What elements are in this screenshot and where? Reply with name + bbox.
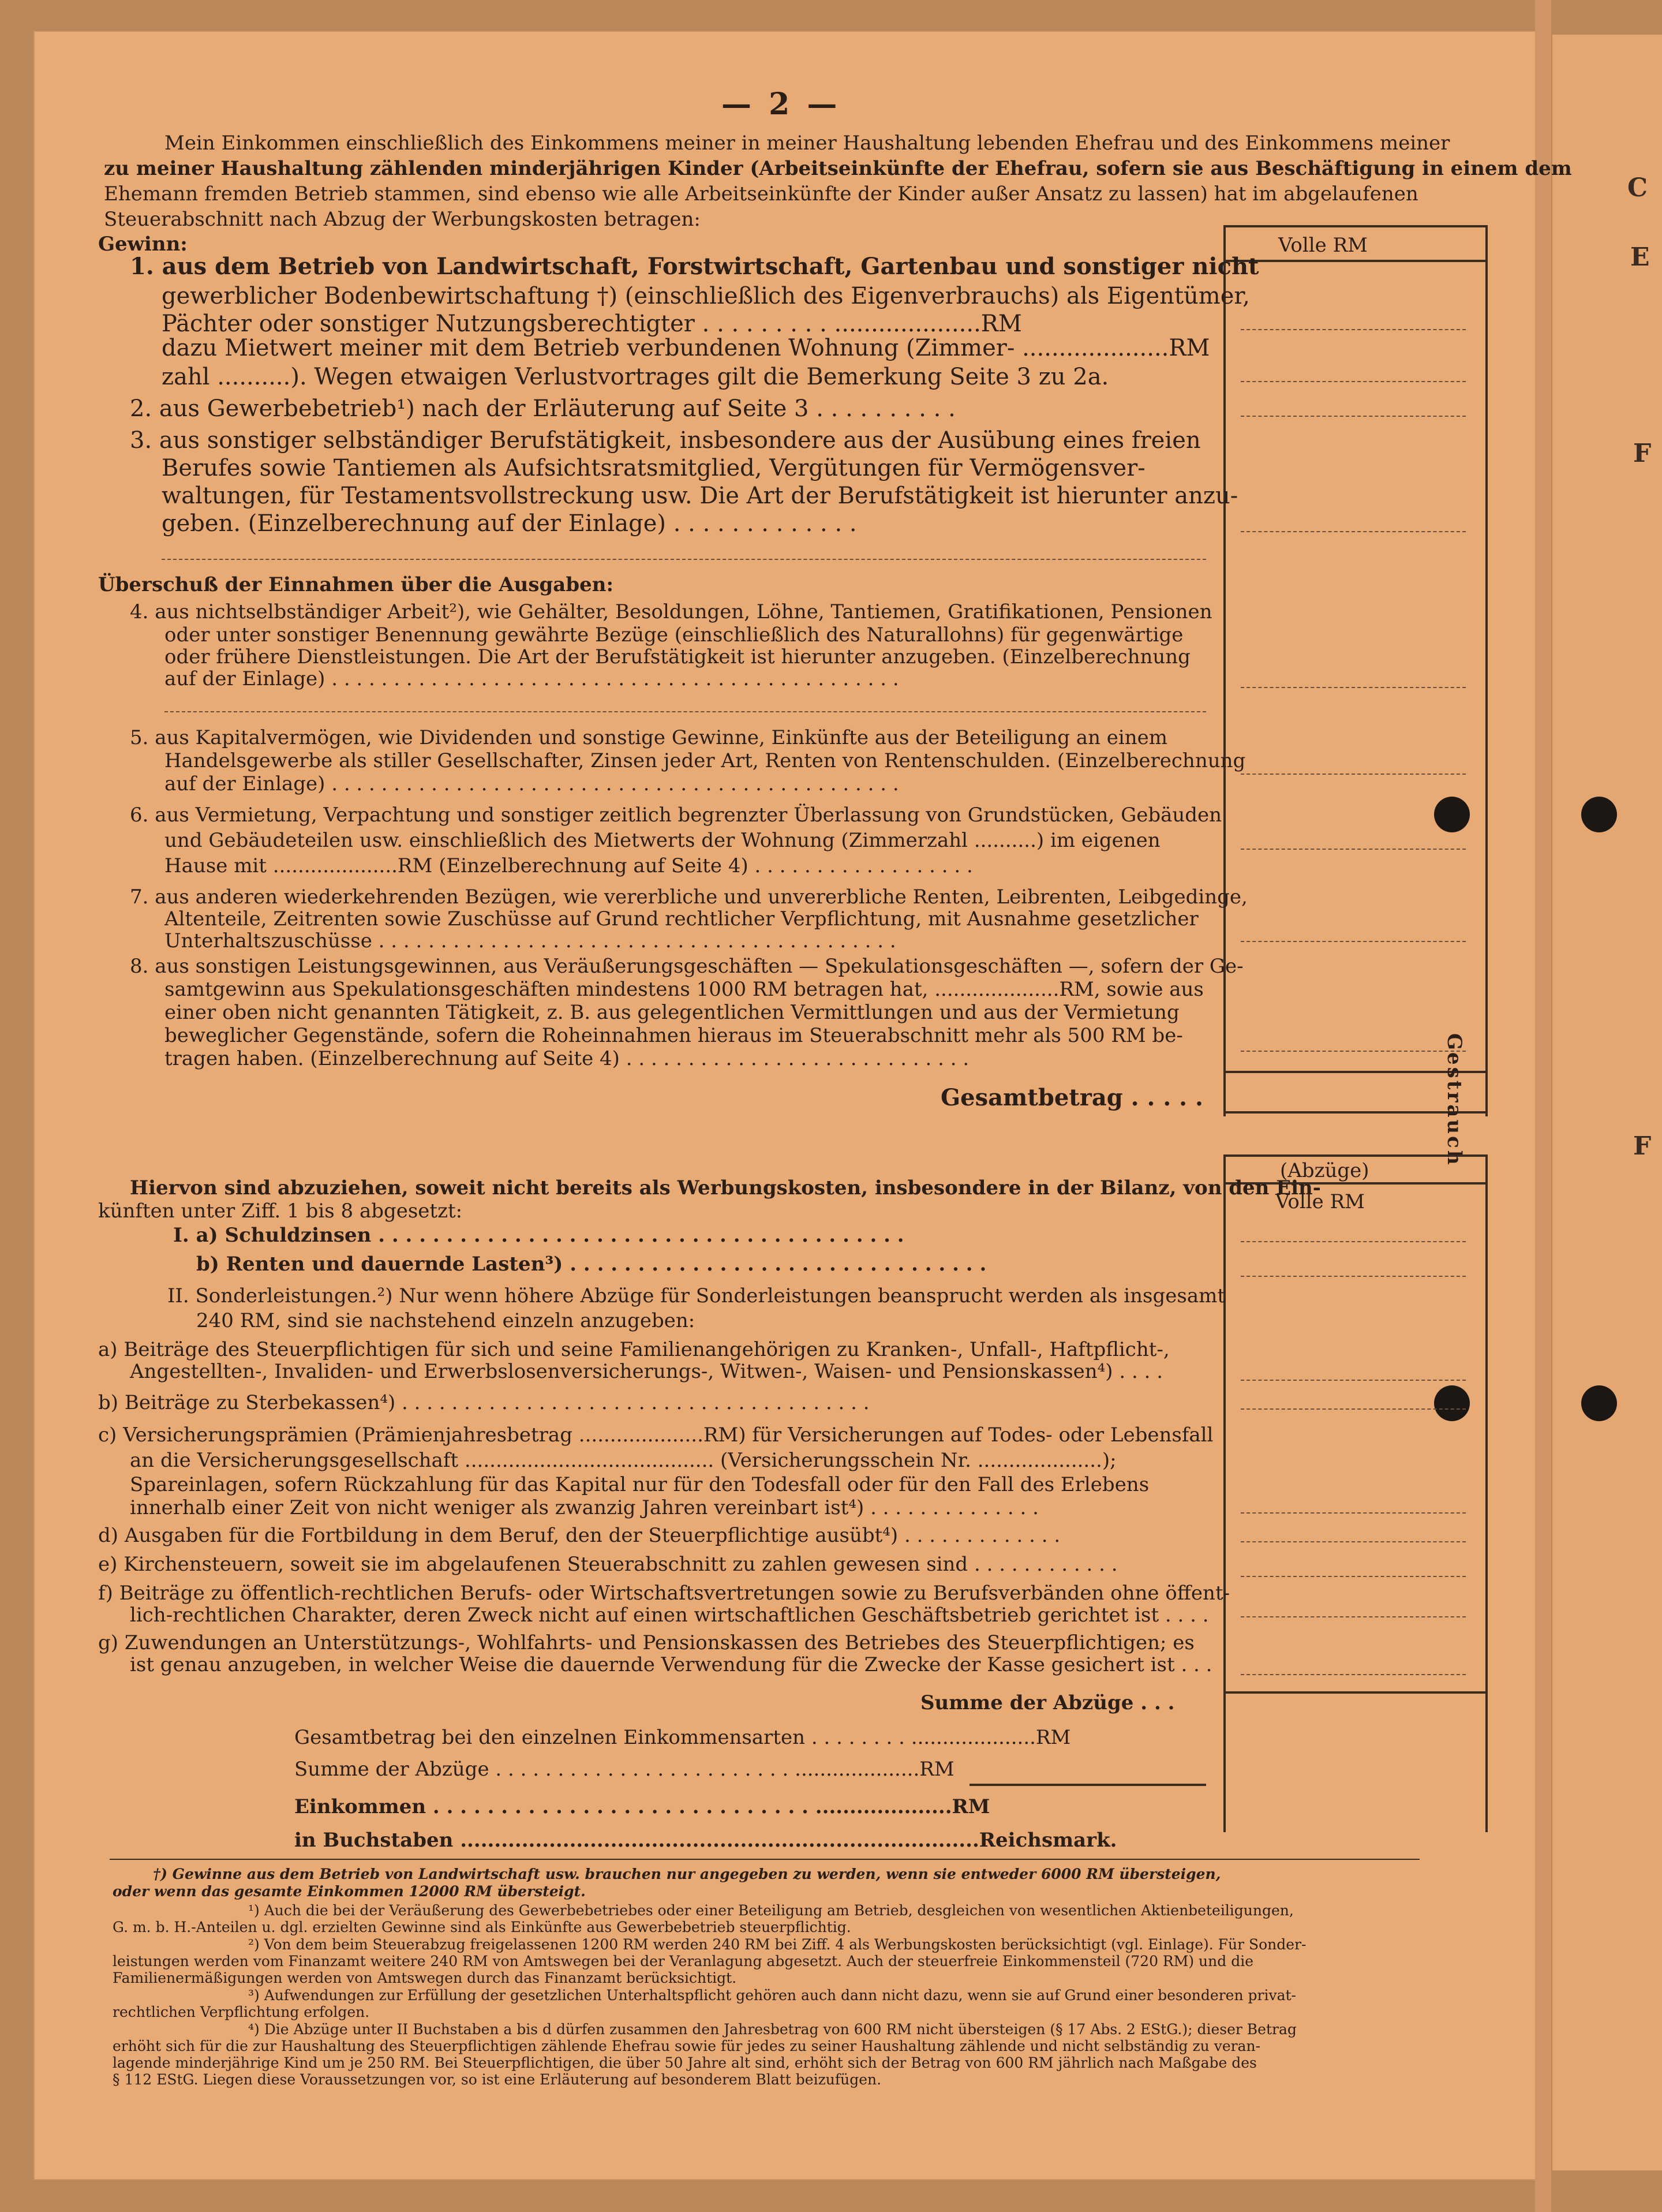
footnote-line: ⁴) Die Abzüge unter II Buchstaben a bis d dürfen zusammen den Jahresbetrag von 600 RM nicht übersteigen (§ 17 Abs. 2 EStG.); dieser Betrag — [248, 2021, 1297, 2038]
adjacent-page — [1552, 35, 1662, 2170]
item-line: gewerblicher Bodenbewirtschaftung †) (einschließlich des Eigenverbrauchs) als Eigentümer, — [162, 283, 1250, 309]
intro-line: zu meiner Haushaltung zählenden minderjährigen Kinder (Arbeitseinkünfte der Ehefrau, sofern sie aus Beschäftigung in einem dem — [104, 157, 1572, 180]
item-line: 6. aus Vermietung, Verpachtung und sonstiger zeitlich begrenzter Überlassung von Grundstücken, Gebäuden — [130, 804, 1222, 827]
summary-line: in Buchstaben ............................................................................Reichsmark. — [294, 1829, 1117, 1852]
deduct-item: lich-rechtlichen Charakter, deren Zweck nicht auf einen wirtschaftlichen Geschäftsbetrieb gerichtet ist . . . . — [130, 1604, 1209, 1627]
summary-line: Summe der Abzüge . . . . . . . . . . . . . . . . . . . . . . . . ....................RM — [294, 1758, 954, 1781]
punch-hole — [1581, 1385, 1617, 1421]
item-line: zahl ..........). Wegen etwaigen Verlustvortrages gilt die Bemerkung Seite 3 zu 2a. — [162, 364, 1109, 390]
item-line: 7. aus anderen wiederkehrenden Bezügen, wie vererbliche und unvererbliche Renten, Leibrenten, Leibgedinge, — [130, 885, 1248, 909]
item-line: Hause mit ....................RM (Einzelberechnung auf Seite 4) . . . . . . . . . . . . . . . . . . — [164, 854, 973, 877]
summary-line: Einkommen . . . . . . . . . . . . . . . . . . . . . . . . . . . . ....................RM — [294, 1795, 990, 1818]
item-line: tragen haben. (Einzelberechnung auf Seite 4) . . . . . . . . . . . . . . . . . . . . . . . . . . . . — [164, 1047, 969, 1070]
footnote-line: ²) Von dem beim Steuerabzug freigelassenen 1200 RM werden 240 RM bei Ziff. 4 als Werbungskosten berücksichtigt (vgl. Einlage). Für Sonder- — [248, 1936, 1307, 1953]
item-line: einer oben nicht genannten Tätigkeit, z. B. aus gelegentlichen Vermittlungen und aus der Vermietung — [164, 1001, 1180, 1024]
intro-line: Steuerabschnitt nach Abzug der Werbungskosten betragen: — [104, 208, 701, 231]
gesamtbetrag-label: Gesamtbetrag . . . . . — [941, 1084, 1203, 1111]
deduct-item: II. Sonderleistungen.²) Nur wenn höhere Abzüge für Sonderleistungen beansprucht werden als insgesamt — [167, 1284, 1225, 1307]
item-line: 2. aus Gewerbebetrieb¹) nach der Erläuterung auf Seite 3 . . . . . . . . . . — [130, 395, 956, 422]
edge-letter: F — [1633, 439, 1652, 468]
item-line: 3. aus sonstiger selbständiger Berufstätigkeit, insbesondere aus der Ausübung eines freien — [130, 427, 1201, 454]
deduct-item: an die Versicherungsgesellschaft ........................................ (Versicherungsschein Nr. ....................); — [130, 1449, 1117, 1472]
page-fold — [1535, 0, 1551, 2212]
footnote-line: oder wenn das gesamte Einkommen 12000 RM übersteigt. — [113, 1883, 586, 1900]
deduct-item: d) Ausgaben für die Fortbildung in dem Beruf, den der Steuerpflichtige ausübt⁴) . . . . . . . . . . . . . — [98, 1524, 1061, 1547]
amount-column — [1223, 225, 1488, 1116]
item-line: beweglicher Gegenstände, sofern die Roheinnahmen hieraus im Steuerabschnitt mehr als 500 RM be- — [164, 1024, 1183, 1047]
item-line: oder frühere Dienstleistungen. Die Art der Berufstätigkeit ist hierunter anzugeben. (Einzelberechnung — [164, 645, 1191, 668]
item-line: samtgewinn aus Spekulationsgeschäften mindestens 1000 RM betragen hat, ....................RM, sowie aus — [164, 978, 1204, 1001]
footnote-line: G. m. b. H.-Anteilen u. dgl. erzielten Gewinne sind als Einkünfte aus Gewerbebetrieb steuerpflichtig. — [113, 1919, 851, 1936]
deduct-item: ist genau anzugeben, in welcher Weise die dauernde Verwendung für die Zwecke der Kasse gesichert ist . . . — [130, 1653, 1212, 1676]
item-line: 1. aus dem Betrieb von Landwirtschaft, Forstwirtschaft, Gartenbau und sonstiger nicht — [130, 253, 1259, 280]
footnote-line: erhöht sich für die zur Haushaltung des Steuerpflichtigen zählende Ehefrau sowie für jedes zu seiner Haushaltung zählende und nicht selbständig zu veran- — [113, 2038, 1261, 2054]
edge-letter: F — [1633, 1131, 1652, 1161]
deduct-item: Angestellten-, Invaliden- und Erwerbslosenversicherungs-, Witwen-, Waisen- und Pensionskassen⁴) . . . . — [130, 1360, 1163, 1383]
column-header: Volle RM — [1278, 234, 1368, 257]
deduct-item: Spareinlagen, sofern Rückzahlung für das Kapital nur für den Todesfall oder für den Fall des Erlebens — [130, 1473, 1150, 1496]
footnote-line: ³) Aufwendungen zur Erfüllung der gesetzlichen Unterhaltspflicht gehören auch dann nicht dazu, wenn sie auf Grund einer besonderen privat- — [248, 1987, 1296, 2004]
deduct-item: I. a) Schuldzinsen . . . . . . . . . . . . . . . . . . . . . . . . . . . . . . . . . . . . . . . — [173, 1224, 904, 1247]
deduct-item: c) Versicherungsprämien (Prämienjahresbetrag ....................RM) für Versicherungen auf Todes- oder Lebensfall — [98, 1423, 1214, 1447]
item-line: auf der Einlage) . . . . . . . . . . . . . . . . . . . . . . . . . . . . . . . . . . . . . . . . . . . . . . — [164, 667, 899, 690]
footnote-line: ¹) Auch die bei der Veräußerung des Gewerbebetriebes oder einer Beteiligung am Betrieb, desgleichen von wesentlichen Aktienbeteiligungen, — [248, 1902, 1294, 1919]
deduct-item: a) Beiträge des Steuerpflichtigen für sich und seine Familienangehörigen zu Kranken-, Unfall-, Haftpflicht-, — [98, 1338, 1170, 1361]
deduct-item: b) Renten und dauernde Lasten³) . . . . . . . . . . . . . . . . . . . . . . . . . . . . . . . — [196, 1253, 987, 1276]
deduction-subheader: Volle RM — [1275, 1190, 1365, 1213]
deduct-item: e) Kirchensteuern, soweit sie im abgelaufenen Steuerabschnitt zu zahlen gewesen sind . . . . . . . . . . . . — [98, 1553, 1118, 1576]
item-line: dazu Mietwert meiner mit dem Betrieb verbundenen Wohnung (Zimmer- ....................RM — [162, 335, 1210, 361]
section-title-gewinn: Gewinn: — [98, 233, 188, 256]
edge-letter: C — [1627, 173, 1648, 203]
item-line: geben. (Einzelberechnung auf der Einlage) . . . . . . . . . . . . . — [162, 510, 857, 537]
item-line: Unterhaltszuschüsse . . . . . . . . . . . . . . . . . . . . . . . . . . . . . . . . . . . . . . . . . . — [164, 929, 896, 952]
deduct-item: g) Zuwendungen an Unterstützungs-, Wohlfahrts- und Pensionskassen des Betriebes des Steuerpflichtigen; es — [98, 1631, 1195, 1654]
intro-line: Mein Einkommen einschließlich des Einkommens meiner in meiner Haushaltung lebenden Ehefrau und des Einkommens meiner — [164, 132, 1450, 155]
page-number: — 2 — — [721, 87, 841, 122]
item-line: Handelsgewerbe als stiller Gesellschafter, Zinsen jeder Art, Renten von Rentenschulden. (Einzelberechnung — [164, 749, 1246, 772]
footnote-line: rechtlichen Verpflichtung erfolgen. — [113, 2004, 370, 2020]
item-line: auf der Einlage) . . . . . . . . . . . . . . . . . . . . . . . . . . . . . . . . . . . . . . . . . . . . . . — [164, 772, 899, 795]
item-line: 8. aus sonstigen Leistungsgewinnen, aus Veräußerungsgeschäften — Spekulationsgeschäften —, sofern der Ge- — [130, 955, 1244, 978]
punch-hole — [1581, 797, 1617, 832]
item-line: waltungen, für Testamentsvollstreckung usw. Die Art der Berufstätigkeit ist hierunter anzu- — [162, 483, 1238, 509]
footnote-line: †) Gewinne aus dem Betrieb von Landwirtschaft usw. brauchen nur angegeben zu werden, wenn sie entweder 6000 RM übersteigen, — [153, 1866, 1221, 1882]
summary-line: Gesamtbetrag bei den einzelnen Einkommensarten . . . . . . . . ....................RM — [294, 1726, 1071, 1749]
deduct-intro: künften unter Ziff. 1 bis 8 abgesetzt: — [98, 1200, 463, 1223]
item-line: 4. aus nichtselbständiger Arbeit²), wie Gehälter, Besoldungen, Löhne, Tantiemen, Gratifikationen, Pensionen — [130, 600, 1212, 623]
deduct-item: innerhalb einer Zeit von nicht weniger als zwanzig Jahren vereinbart ist⁴) . . . . . . . . . . . . . . — [130, 1496, 1039, 1519]
item-line: und Gebäudeteilen usw. einschließlich des Mietwerts der Wohnung (Zimmerzahl ..........) im eigenen — [164, 829, 1161, 852]
deduct-item: f) Beiträge zu öffentlich-rechtlichen Berufs- oder Wirtschaftsvertretungen sowie zu Berufsverbänden ohne öffent- — [98, 1582, 1230, 1605]
item-line: 5. aus Kapitalvermögen, wie Dividenden und sonstige Gewinne, Einkünfte aus der Beteiligung an einem — [130, 726, 1168, 749]
item-line: Berufes sowie Tantiemen als Aufsichtsratsmitglied, Vergütungen für Vermögensver- — [162, 455, 1146, 481]
intro-line: Ehemann fremden Betrieb stammen, sind ebenso wie alle Arbeitseinkünfte der Kinder außer Ansatz zu lassen) hat im abgelaufenen — [104, 182, 1418, 205]
deduction-column — [1223, 1154, 1488, 1832]
side-label: Gestrauch — [1443, 1033, 1466, 1167]
summe-abzuege-label: Summe der Abzüge . . . — [920, 1691, 1175, 1714]
item-line: oder unter sonstiger Benennung gewährte Bezüge (einschließlich des Naturallohns) für gegenwärtige — [164, 623, 1184, 647]
footnote-line: § 112 EStG. Liegen diese Voraussetzungen vor, so ist eine Erläuterung auf besonderem Blatt beizufügen. — [113, 2071, 882, 2088]
deduct-intro: Hiervon sind abzuziehen, soweit nicht bereits als Werbungskosten, insbesondere in der Bilanz, von den Ein- — [130, 1176, 1321, 1200]
item-line: Altenteile, Zeitrenten sowie Zuschüsse auf Grund rechtlicher Verpflichtung, mit Ausnahme gesetzlicher — [164, 907, 1199, 931]
deduct-item: 240 RM, sind sie nachstehend einzeln anzugeben: — [196, 1309, 695, 1332]
deduct-item: b) Beiträge zu Sterbekassen⁴) . . . . . . . . . . . . . . . . . . . . . . . . . . . . . . . . . . . . . . — [98, 1391, 870, 1414]
section-title-ueberschuss: Überschuß der Einnahmen über die Ausgaben: — [98, 573, 614, 596]
edge-letter: E — [1630, 242, 1650, 272]
footnote-line: Familienermäßigungen werden von Amtswegen durch das Finanzamt berücksichtigt. — [113, 1970, 737, 1986]
deduction-header: (Abzüge) — [1280, 1159, 1369, 1182]
footnote-line: lagende minderjährige Kind um je 250 RM. Bei Steuerpflichtigen, die über 50 Jahre alt sind, erhöht sich der Betrag von 600 RM jährlich nach Maßgabe des — [113, 2054, 1257, 2071]
footnote-line: leistungen werden vom Finanzamt weitere 240 RM von Amtswegen bei der Veranlagung abgesetzt. Auch der steuerfreie Einkommensteil (720 RM) und die — [113, 1953, 1254, 1970]
item-line: Pächter oder sonstiger Nutzungsberechtigter . . . . . . . . . ....................RM — [162, 311, 1022, 337]
